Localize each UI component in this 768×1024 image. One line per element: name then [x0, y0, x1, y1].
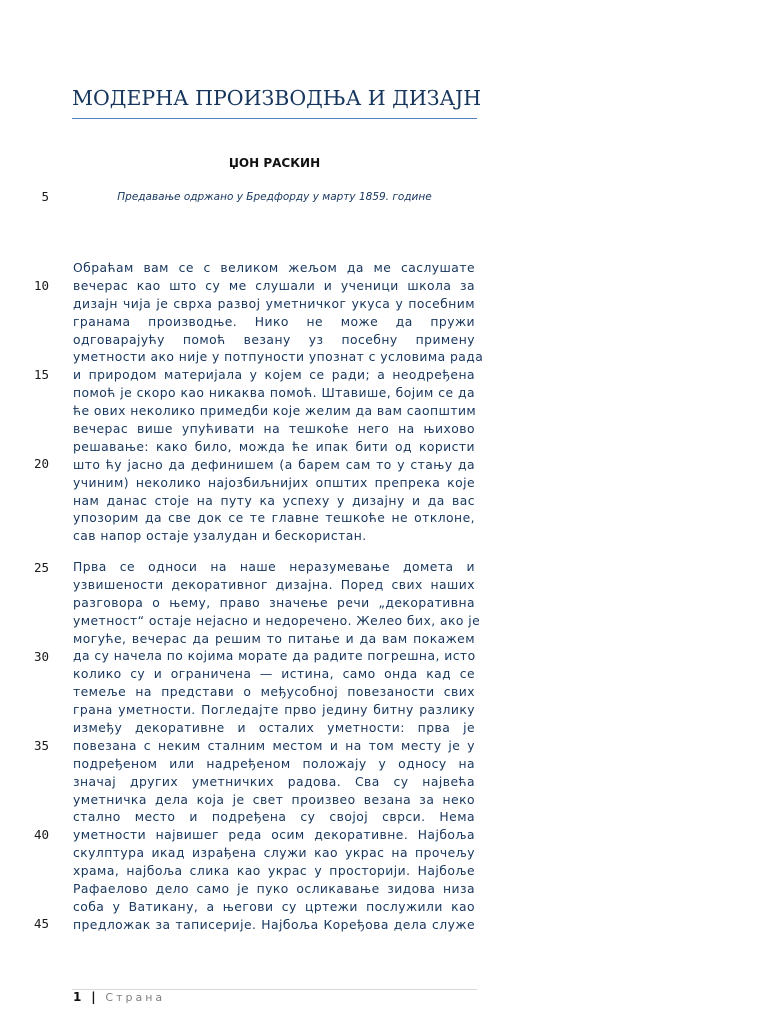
text-line: што ћу јасно да дефинишем (а барем сам то у стању да: [73, 457, 475, 472]
lecture-subtitle: Предавање одржано у Бредфорду у марту 1859. године: [117, 191, 432, 203]
page-number: 1: [73, 990, 82, 1004]
text-line: вечерас више упућивати на тешкоће него на њихово: [73, 422, 475, 437]
text-line: помоћ је скоро као никаква помоћ. Штавише, бојим се да: [73, 386, 475, 401]
text-line: Обраћам вам се с великом жељом да ме саслушате: [73, 261, 475, 275]
text-line: уметничка дела која је свет произвео везана за неко: [73, 792, 475, 807]
line-number: 25: [33, 560, 49, 575]
text-line: уметност“ остаје нејасно и недоречено. Желео бих, ако је: [73, 613, 481, 628]
text-line: соба у Ватикану, а његови су цртежи послужили као: [73, 899, 475, 914]
text-line: дизајн чија је сврха развој уметничког укуса у посебним: [73, 296, 475, 311]
text-line: ће ових неколико примедби које желим да вам саопштим: [73, 404, 477, 419]
text-line: скулптура икад израђена служи као украс на прочељу: [73, 846, 475, 861]
title-underline: [72, 118, 477, 119]
text-line: темеље на представи о међусобној повезаности свих: [73, 685, 475, 700]
text-line: храма, најбоља слика као украс у просторији. Најбоље: [73, 864, 475, 879]
paragraph-1: [73, 260, 484, 546]
text-line: грана уметности. Погледајте прво једину битну разлику: [73, 703, 475, 718]
line-number: 10: [33, 278, 49, 293]
text-line: одговарајућу помоћ везану уз посебну примену: [73, 332, 475, 347]
text-line: сав напор остаје узалудан и бескористан.: [73, 529, 367, 544]
text-line: између декоративне и осталих уметности: прва је: [73, 721, 475, 736]
text-line: решавање: како било, можда ће ипак бити од користи: [73, 439, 475, 454]
text-line: подређеном или надређеном положају у односу на: [73, 756, 475, 771]
line-number: 35: [33, 738, 49, 753]
text-line: стално место и подређена су својој сврси. Нема: [73, 810, 475, 825]
line-number: 5: [41, 189, 49, 204]
text-line: да су начела по којима морате да радите погрешна, исто: [73, 649, 476, 664]
page-footer: [73, 990, 165, 1004]
text-line: узвишености декоративног дизајна. Поред свих наших: [73, 577, 475, 592]
text-line: предложак за таписерије. Најбоља Коређова дела служе: [73, 917, 475, 932]
text-line: уметности највишег реда осим декоративне. Најбоља: [73, 828, 475, 843]
text-line: Прва се односи на наше неразумевање домета и: [73, 560, 475, 574]
line-number: 40: [33, 827, 49, 842]
text-line: значај других уметничких радова. Сва су највећа: [73, 774, 475, 789]
text-line: колико су и ограничена — истина, само онда кад се: [73, 667, 475, 682]
line-number: 20: [33, 456, 49, 471]
page-label: Страна: [105, 991, 166, 1004]
text-line: учиним) неколико најозбиљнијих општих препрека које: [73, 475, 475, 490]
text-line: и природом материјала у којем се ради; а неодређена: [73, 368, 475, 383]
footer-separator: |: [91, 990, 96, 1004]
text-line: могуће, вечерас да решим то питање и да вам покажем: [73, 631, 475, 646]
text-line: повезана с неким сталним местом и на том месту је у: [73, 738, 475, 753]
text-line: гранама производње. Нико не може да пружи: [73, 314, 475, 329]
text-line: разговора о њему, право значење речи „декоративна: [73, 595, 475, 610]
paragraph-2: [73, 559, 481, 935]
line-number: 30: [33, 649, 49, 664]
text-line: нам данас стоје на путу ка успеху у дизајну и да вас: [73, 493, 475, 508]
text-line: Рафаелово дело само је пуко осликавање зидова низа: [73, 882, 475, 897]
text-line: уметности ако није у потпуности упознат с условима рада: [73, 350, 484, 365]
text-line: вечерас као што су ме слушали и ученици школа за: [73, 278, 475, 293]
line-number: 15: [33, 367, 49, 382]
text-line: упозорим да све док се те главне тешкоће не отклоне,: [73, 511, 475, 526]
document-title: МОДЕРНА ПРОИЗВОДЊА И ДИЗАЈН: [72, 86, 482, 110]
line-number: 45: [33, 916, 49, 931]
author-name: ЏОН РАСКИН: [228, 156, 321, 170]
